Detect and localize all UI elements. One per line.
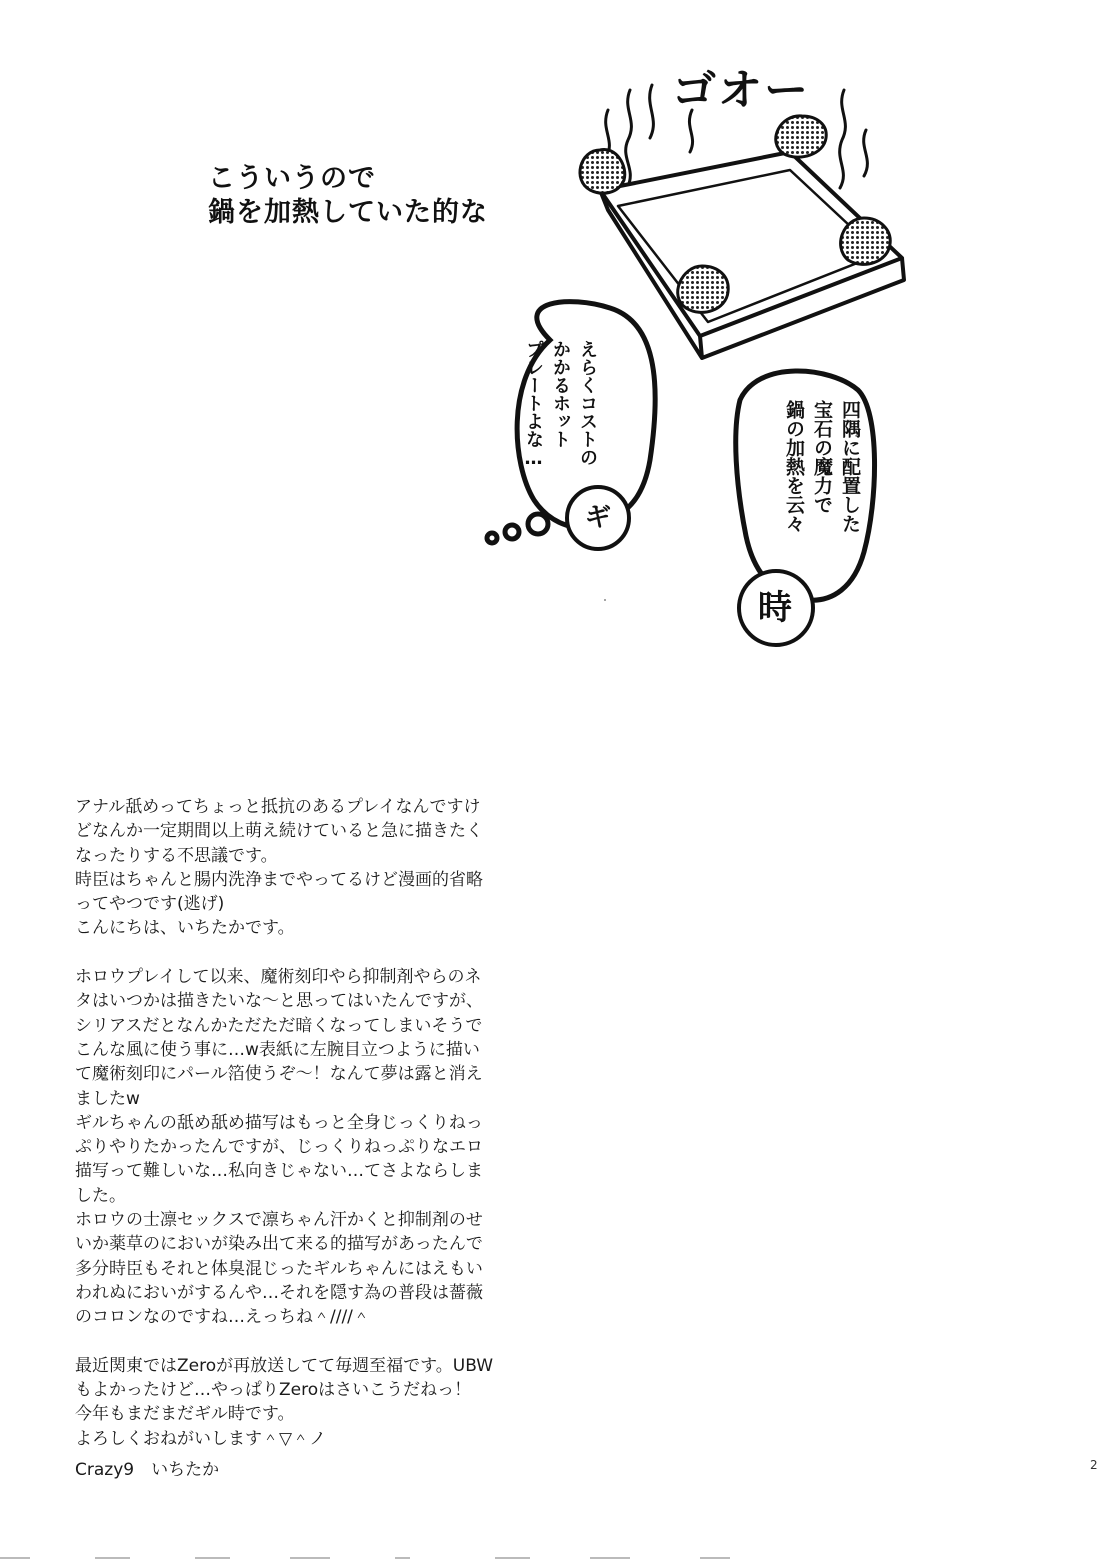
afterword-line: こんにちは、いちたかです。 (75, 918, 295, 939)
afterword-line: ぷりやりたかったんですが、じっくりねっぷりなエロ (75, 1137, 483, 1158)
afterword-line: 今年もまだまだギル時です。 (75, 1404, 295, 1425)
afterword-line: のコロンなのですね…えっちね＾////＾ (75, 1307, 370, 1328)
afterword-line: よろしくおねがいします＾▽＾ノ (75, 1428, 327, 1449)
paragraph-gap (75, 941, 595, 965)
afterword-line: 多分時臣もそれと体臭混じったギルちゃんにはえもい (75, 1258, 483, 1279)
afterword-line: どなんか一定期間以上萌え続けていると急に描きたく (75, 821, 483, 842)
afterword-line: て魔術刻印にパール箔使うぞ〜！なんて夢は露と消え (75, 1064, 483, 1085)
afterword-paragraph-1 (75, 795, 595, 941)
afterword-line: われぬにおいがするんや…それを隠す為の普段は薔薇 (75, 1282, 483, 1303)
speaker-tag-toki: 時 (758, 588, 792, 628)
afterword-line: ってやつです(逃げ) (75, 894, 225, 915)
scan-edge-marks (0, 1548, 1100, 1561)
afterword-line: 描写って難しいな…私向きじゃない…てさよならしま (75, 1161, 483, 1182)
paragraph-gap (75, 1330, 595, 1354)
afterword-line: アナル舐めってちょっと抵抗のあるプレイなんですけ (75, 797, 481, 817)
bubble-right-line-2: 宝石の魔力で (811, 400, 833, 514)
speech-bubble-left-text (520, 340, 601, 510)
afterword-paragraph-2 (75, 965, 595, 1329)
caption-line-1: こういうので (208, 163, 376, 194)
afterword-line: 時臣はちゃんと腸内洗浄までやってるけど漫画的省略 (75, 869, 483, 890)
speech-bubble-right-text (780, 400, 864, 560)
bubble-left-line-2: かかるホット (550, 340, 571, 448)
afterword-line: ましたw (75, 1088, 140, 1109)
speaker-tag-gil: ギ (584, 503, 611, 533)
author-signature: Crazy9 いちたか (75, 1460, 220, 1480)
afterword-line: なったりする不思議です。 (75, 845, 278, 866)
afterword-line: いか薬草のにおいが染み出て来る的描写があったんで (75, 1234, 483, 1255)
afterword-line: もよかったけど…やっぱりZeroはさいこうだねっ！ (75, 1380, 472, 1401)
afterword-line: こんな風に使う事に…w表紙に左腕目立つように描い (75, 1039, 480, 1060)
afterword-text (75, 795, 595, 1451)
paper-speck (604, 599, 606, 601)
caption-line-2: 鍋を加熱していた的な (208, 197, 488, 228)
bubble-left-line-3: プレートよな… (523, 340, 544, 469)
bubble-right-line-3: 鍋の加熱を云々 (783, 400, 805, 533)
afterword-line: した。 (75, 1185, 126, 1206)
bubble-left-line-1: えらくコストの (577, 340, 598, 466)
sound-effect-text: ゴオー (672, 65, 810, 116)
afterword-line: タはいつかは描きたいな〜と思ってはいたんですが、 (75, 991, 483, 1012)
bubble-right-line-1: 四隅に配置した (839, 400, 861, 533)
afterword-line: 最近関東ではZeroが再放送してて毎週至福です。UBW (75, 1355, 494, 1376)
afterword-line: ホロウプレイして以来、魔術刻印やら抑制剤やらのネ (75, 967, 482, 988)
hot-plate-illustration (440, 40, 920, 660)
page-number: 2 (1090, 1458, 1098, 1472)
afterword-line: シリアスだとなんかただただ暗くなってしまいそうで (75, 1015, 483, 1036)
afterword-line: ギルちゃんの舐め舐め描写はもっと全身じっくりねっ (75, 1112, 483, 1133)
afterword-line: ホロウの士凛セックスで凛ちゃん汗かくと抑制剤のせ (75, 1210, 483, 1231)
afterword-paragraph-3 (75, 1354, 595, 1451)
